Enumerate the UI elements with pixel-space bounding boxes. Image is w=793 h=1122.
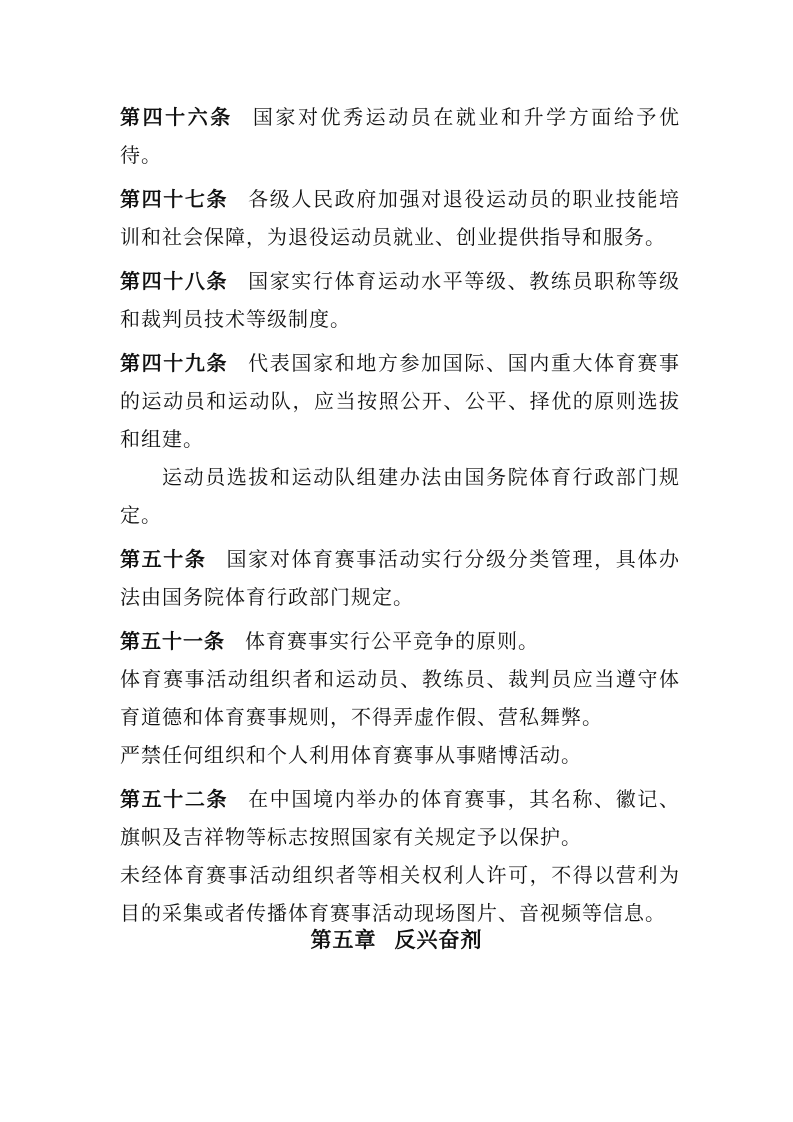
article-52-paragraph: 未经体育赛事活动组织者等相关权利人许可，不得以营利为目的采集或者传播体育赛事活动现场图片、音视频等信息。 (120, 863, 680, 925)
article-49 (120, 344, 680, 458)
article-51-paragraph: 严禁任何组织和个人利用体育赛事从事赌博活动。 (120, 743, 582, 767)
article-label: 第五十二条 (120, 787, 229, 811)
article-text: 国家对优秀运动员在就业和升学方面给予优待。 (120, 105, 681, 167)
article-label: 第四十九条 (120, 351, 229, 375)
article-text: 国家实行体育运动水平等级、教练员职称等级和裁判员技术等级制度。 (120, 269, 680, 331)
article-46 (120, 98, 680, 174)
article-50 (120, 540, 680, 616)
article-47 (120, 180, 680, 256)
article-48 (120, 262, 680, 338)
article-label: 第五十条 (120, 547, 207, 571)
article-label: 第五十一条 (120, 629, 225, 653)
document-body (120, 98, 680, 932)
article-label: 第四十七条 (120, 187, 229, 211)
article-text: 在中国境内举办的体育赛事，其名称、徽记、旗帜及吉祥物等标志按照国家有关规定予以保护。 (120, 787, 680, 849)
article-text: 代表国家和地方参加国际、国内重大体育赛事的运动员和运动队，应当按照公开、公平、择优的原则选拔和组建。 (120, 351, 680, 451)
article-label: 第四十八条 (120, 269, 229, 293)
article-text: 体育赛事实行公平竞争的原则。 (245, 629, 539, 653)
chapter-number: 第五章 (310, 928, 377, 952)
article-label: 第四十六条 (120, 105, 233, 129)
article-51 (120, 622, 680, 660)
article-49-paragraph: 运动员选拔和运动队组建办法由国务院体育行政部门规定。 (120, 465, 680, 527)
article-51-paragraph: 体育赛事活动组织者和运动员、教练员、裁判员应当遵守体育道德和体育赛事规则，不得弄虚作假、营私舞弊。 (120, 667, 680, 729)
chapter-title: 反兴奋剂 (394, 928, 483, 952)
article-text: 国家对体育赛事活动实行分级分类管理，具体办法由国务院体育行政部门规定。 (120, 547, 680, 609)
chapter-heading (0, 924, 793, 954)
article-52 (120, 780, 680, 856)
article-text: 各级人民政府加强对退役运动员的职业技能培训和社会保障，为退役运动员就业、创业提供指导和服务。 (120, 187, 680, 249)
